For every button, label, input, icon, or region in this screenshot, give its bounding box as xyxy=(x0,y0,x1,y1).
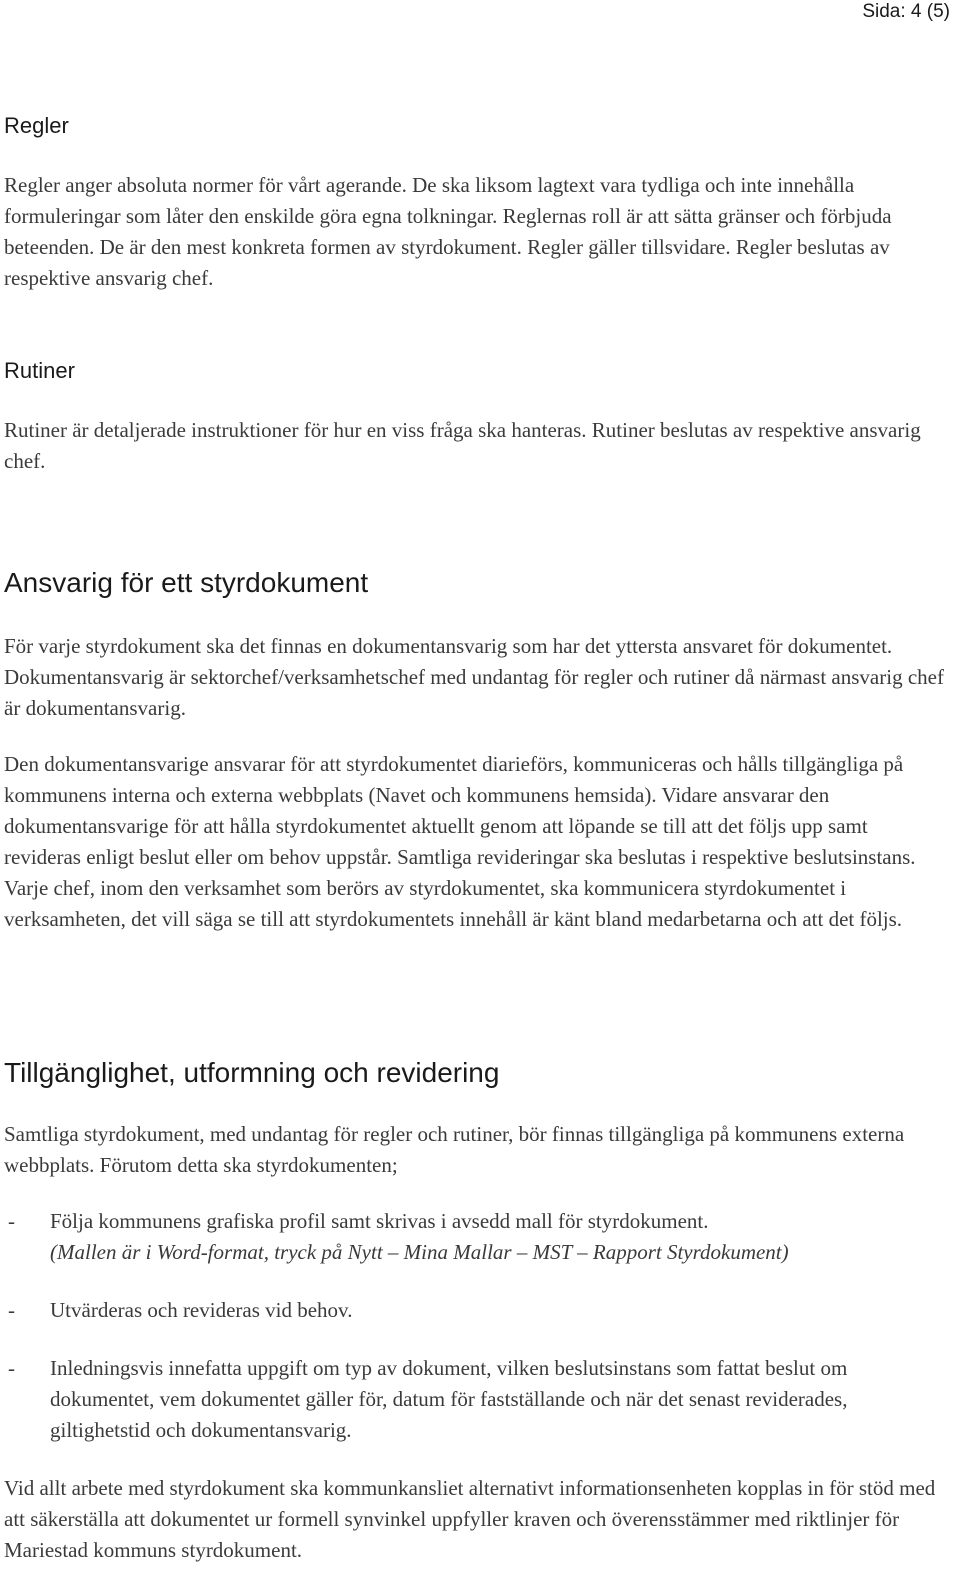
bullet-dash: - xyxy=(8,1298,15,1322)
paragraph-ansvarig-1: För varje styrdokument ska det finnas en dokumentansvarig som har det yttersta ansvaret för dokumentet. Dokumentansvarig är sektorchef/verksamhetschef med undantag för regler och rutiner då närmast ansvarig chef är dokumentansvarig. xyxy=(4,634,944,720)
paragraph-tillganglighet-closing: Vid allt arbete med styrdokument ska kommunkansliet alternativt informationsenheten kopplas in för stöd med att säkerställa att dokumentet ur formell synvinkel uppfyller kraven och överensstämmer med riktlinjer för Mariestad kommuns styrdokument. xyxy=(4,1476,936,1562)
bullet-dash: - xyxy=(8,1209,15,1233)
paragraph-regler: Regler anger absoluta normer för vårt agerande. De ska liksom lagtext vara tydliga och inte innehålla formuleringar som låter den enskilde göra egna tolkningar. Reglernas roll är att sätta gränser och förbjuda beteenden. De är den mest konkreta formen av styrdokument. Regler gäller tillsvidare. Regler beslutas av respektive ansvarig chef. xyxy=(4,173,892,290)
heading-ansvarig: Ansvarig för ett styrdokument xyxy=(4,567,369,598)
heading-regler: Regler xyxy=(4,113,69,138)
paragraph-ansvarig-2: Den dokumentansvarige ansvarar för att styrdokumentet diarieförs, kommuniceras och hålls tillgängliga på kommunens interna och externa webbplats (Navet och kommunens hemsida). Vidare ansvarar den dokumentansvarige för att hålla styrdokumentet aktuellt genom att löpande se till att det följs upp samt revideras enligt beslut eller om behov uppstår. Samtliga revideringar ska beslutas i respektive beslutsinstans. Varje chef, inom den verksamhet som berörs av styrdokumentet, ska kommunicera styrdokumentet i verksamheten, det vill säga se till att styrdokumentets innehåll är känt bland medarbetarna och att det följs. xyxy=(4,752,916,931)
paragraph-tillganglighet-intro: Samtliga styrdokument, med undantag för regler och rutiner, bör finnas tillgängliga på kommunens externa webbplats. Förutom detta ska styrdokumenten; xyxy=(4,1122,905,1177)
paragraph-rutiner: Rutiner är detaljerade instruktioner för hur en viss fråga ska hanteras. Rutiner beslutas av respektive ansvarig chef. xyxy=(4,418,921,473)
list-item-text: Inledningsvis innefatta uppgift om typ av dokument, vilken beslutsinstans som fattat beslut om dokumentet, vem dokumentet gäller för, datum för fastställande och när det senast reviderades, giltighetstid och dokumentansvarig. xyxy=(50,1356,848,1442)
heading-tillganglighet: Tillgänglighet, utformning och revidering xyxy=(4,1057,500,1088)
list-item-text xyxy=(50,1206,930,1268)
template-note: (Mallen är i Word-format, tryck på Nytt – Mina Mallar – MST – Rapport Styrdokument) xyxy=(50,1240,789,1264)
heading-rutiner: Rutiner xyxy=(4,358,75,383)
bullet-dash: - xyxy=(8,1356,15,1380)
list-item-main: Följa kommunens grafiska profil samt skrivas i avsedd mall för styrdokument. xyxy=(50,1209,709,1233)
page-number: Sida: 4 (5) xyxy=(862,1,950,22)
list-item-text: Utvärderas och revideras vid behov. xyxy=(50,1298,353,1322)
